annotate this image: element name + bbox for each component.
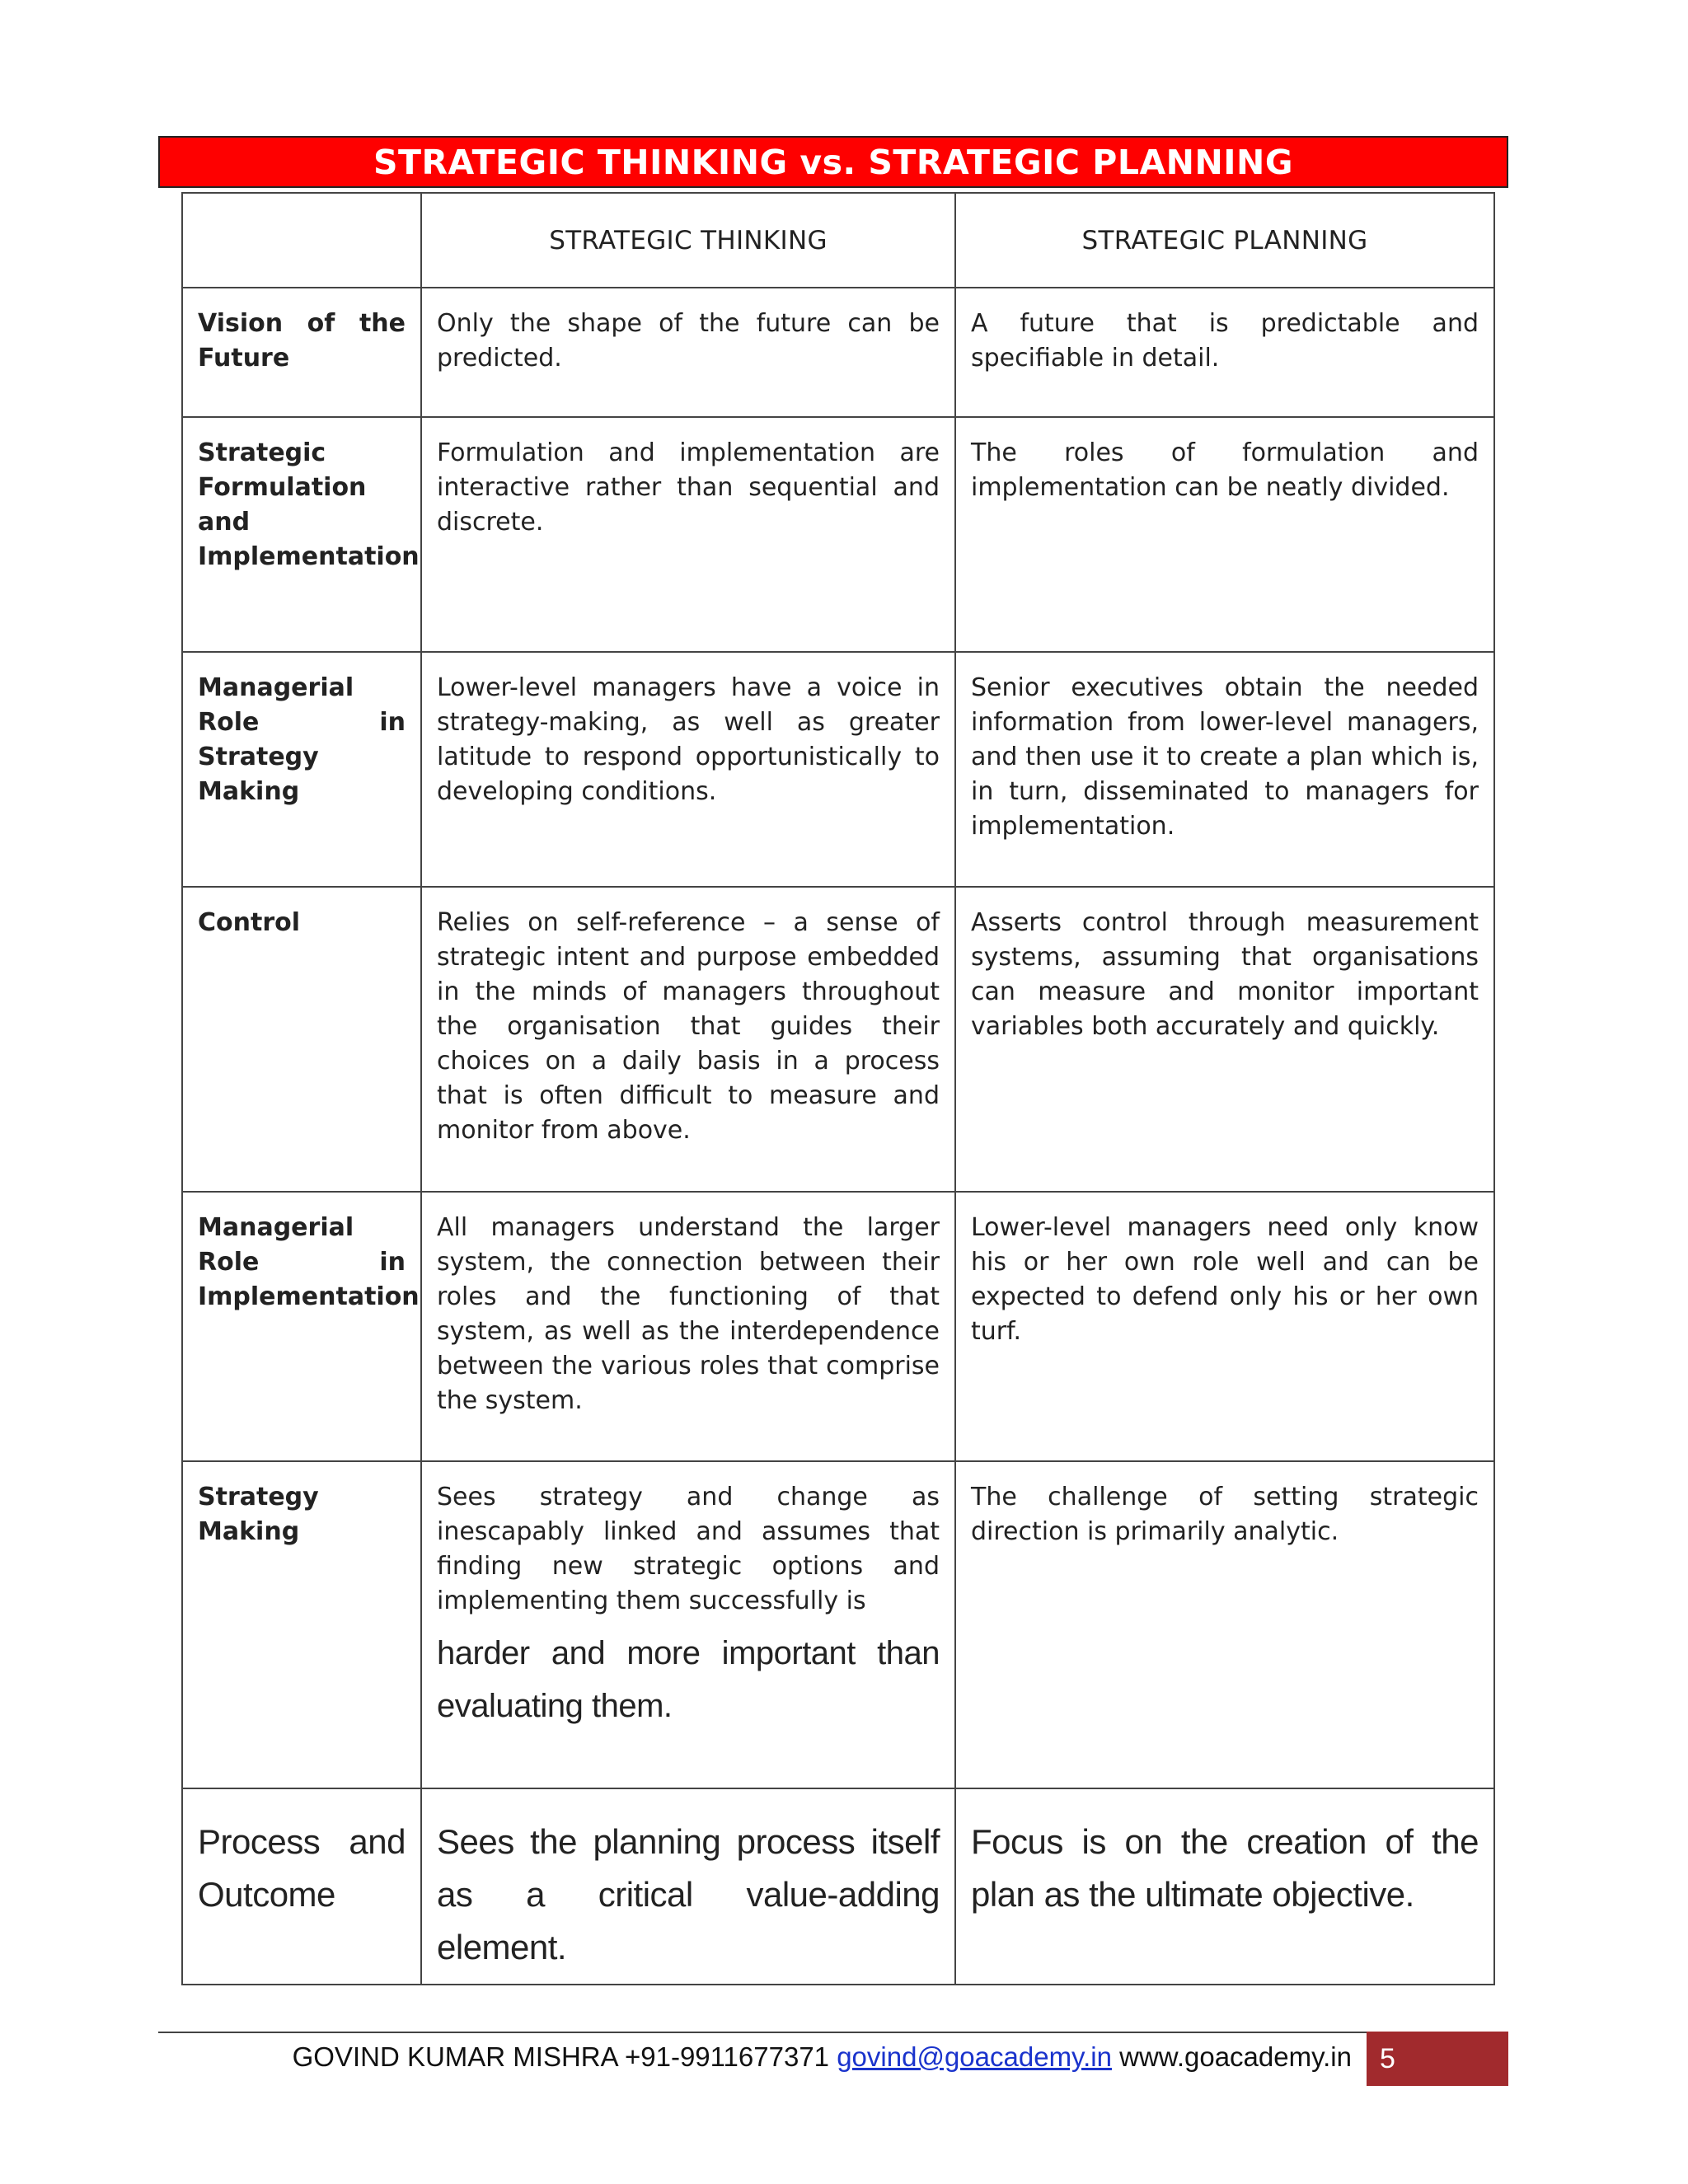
header-empty-cell bbox=[182, 193, 421, 288]
planning-cell: A future that is predictable and specifiable in detail. bbox=[955, 288, 1494, 417]
thinking-cell: Formulation and implementation are interactive rather than sequential and discrete. bbox=[421, 417, 955, 652]
thinking-cell: Lower-level managers have a voice in strategy-making, as well as greater latitude to respond opportunistically to developing conditions. bbox=[421, 652, 955, 887]
comparison-table bbox=[181, 192, 1495, 1985]
header-strategic-thinking: STRATEGIC THINKING bbox=[421, 193, 955, 288]
thinking-cell: All managers understand the larger system, the connection between their roles and the functioning of that system, as well as the interdependence between the various roles that comprise the system. bbox=[421, 1192, 955, 1461]
row-label: Managerial Role in Strategy Making bbox=[182, 652, 421, 887]
thinking-text-continued: harder and more important than evaluating them. bbox=[437, 1635, 940, 1724]
table-row bbox=[182, 652, 1494, 887]
table-row bbox=[182, 417, 1494, 652]
planning-cell: Asserts control through measurement systems, assuming that organisations can measure and monitor important variables both accurately and quickly. bbox=[955, 887, 1494, 1192]
page-number: 5 bbox=[1367, 2032, 1508, 2086]
table-row bbox=[182, 1461, 1494, 1788]
footer bbox=[158, 2032, 1367, 2083]
planning-cell: Lower-level managers need only know his or her own role well and can be expected to defend only his or her own turf. bbox=[955, 1192, 1494, 1461]
footer-email-link[interactable]: govind@goacademy.in bbox=[837, 2041, 1112, 2072]
row-label: Strategy Making bbox=[182, 1461, 421, 1788]
footer-website: www.goacademy.in bbox=[1119, 2041, 1352, 2072]
table-header-row bbox=[182, 193, 1494, 288]
table-row bbox=[182, 288, 1494, 417]
planning-cell: The roles of formulation and implementation can be neatly divided. bbox=[955, 417, 1494, 652]
thinking-cell bbox=[421, 1461, 955, 1788]
planning-cell: Senior executives obtain the needed information from lower-level managers, and then use it to create a plan which is, in turn, disseminated to managers for implementation. bbox=[955, 652, 1494, 887]
planning-cell: The challenge of setting strategic direction is primarily analytic. bbox=[955, 1461, 1494, 1788]
table-row bbox=[182, 887, 1494, 1192]
table-row bbox=[182, 1788, 1494, 1985]
row-label: Control bbox=[182, 887, 421, 1192]
row-label: Vision of the Future bbox=[182, 288, 421, 417]
page-title: STRATEGIC THINKING vs. STRATEGIC PLANNING bbox=[158, 136, 1508, 188]
row-label: Process and Outcome bbox=[182, 1788, 421, 1985]
planning-cell: Focus is on the creation of the plan as the ultimate objective. bbox=[955, 1788, 1494, 1985]
row-label: Strategic Formulation and Implementation bbox=[182, 417, 421, 652]
thinking-cell: Relies on self-reference – a sense of strategic intent and purpose embedded in the minds of managers throughout the organisation that guides their choices on a daily basis in a process that is often difficult to measure and monitor from above. bbox=[421, 887, 955, 1192]
thinking-cell: Sees the planning process itself as a critical value-adding element. bbox=[421, 1788, 955, 1985]
table-row bbox=[182, 1192, 1494, 1461]
footer-name: GOVIND KUMAR MISHRA +91-9911677371 bbox=[292, 2041, 830, 2072]
header-strategic-planning: STRATEGIC PLANNING bbox=[955, 193, 1494, 288]
row-label: Managerial Role in Implementation bbox=[182, 1192, 421, 1461]
thinking-text: Sees strategy and change as inescapably linked and assumes that finding new strategic options and implementing them successfully is bbox=[437, 1483, 940, 1615]
thinking-cell: Only the shape of the future can be predicted. bbox=[421, 288, 955, 417]
